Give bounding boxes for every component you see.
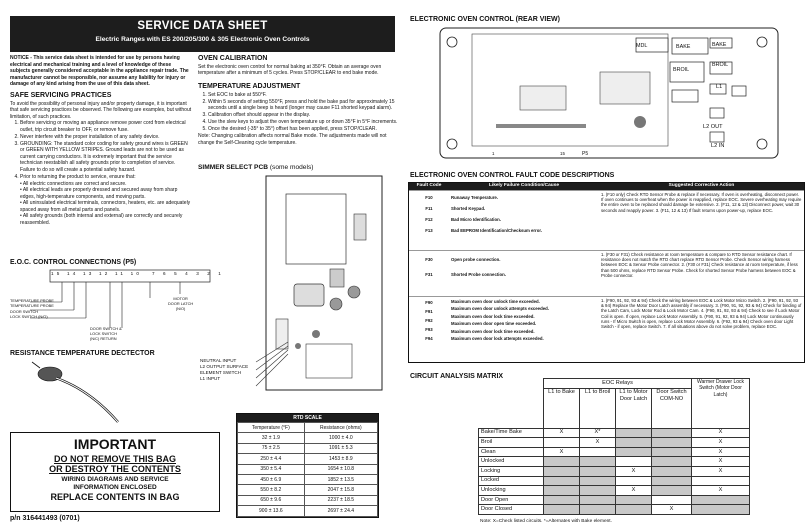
fault-cause: Runaway Temperature. (451, 194, 498, 200)
rtd-scale-table (236, 413, 379, 518)
door-switch-label: DOOR SWITCH (10, 308, 39, 314)
matrix-cell (692, 505, 750, 515)
column-header: Suggested Corrective Action (599, 183, 804, 190)
rtd-scale-grid (237, 422, 378, 517)
row-label: Unlocked (479, 457, 544, 467)
element-labels (200, 358, 248, 382)
matrix-group-row (479, 379, 750, 389)
list-item: 2. Never interfere with the proper installation of any safety device. (20, 134, 192, 141)
list-item: 4. Prior to returning the product to service, ensure that: (20, 174, 192, 181)
ohm-cell: 2237 ± 18.5 (304, 495, 377, 505)
pin-label: 6 (163, 271, 170, 276)
matrix-cell: X (692, 466, 750, 476)
lock-switch-label: LOCK SWITCH (N/O) (10, 313, 48, 319)
fault-cause: Shorted Probe connection. (451, 271, 506, 277)
fault-code: F92 (425, 317, 433, 323)
table-row (409, 250, 804, 296)
return-label: (N/C) RETURN (90, 336, 117, 342)
ohm-cell: 2697 ± 24.4 (304, 506, 377, 516)
eoc-pins-right (152, 271, 224, 277)
fault-codes-heading: ELECTRONIC OVEN CONTROL FAULT CODE DESCRIPTIONS (410, 172, 615, 179)
action-cell: 1. (F90, 91, 92, 93 & 94) Check the wiring between EOC & Lock Motor Micro Switch. 2. (F90, 91, 92, 93 & 94) Replace the Motor Door Latch assembly if necessary. 3. (F90, 91, 92, 93 & 94) Check for binding of the Latch Cam, Lock Motor Rod & Lock Motor Cam. 4. (F90, 91, 92, 93 & 94) Check to see if Lock Motor Coil is open. If open, replace Lock Motor Assembly. 5. (F90, 91, 92, 93 & 94) Lock Motor continuously runs - If Micro Switch is open, replace Lock Motor Assembly. 6. (F92, 93 & 94) Check oven door Light Switch - if open, replace Switch. 7. If all situations above do not solve problem, replace EOC. (599, 296, 804, 362)
important-line-5: REPLACE CONTENTS IN BAG (50, 492, 180, 503)
temp-cell: 350 ± 5.4 (238, 464, 305, 474)
table-row (238, 506, 378, 516)
bullet-item: • All safety grounds (both internal and external) are correctly and securely reassembled. (20, 213, 183, 226)
important-line-4: INFORMATION ENCLOSED (73, 484, 157, 492)
table-row (238, 454, 378, 464)
matrix-cell (616, 438, 652, 448)
table-row (479, 505, 750, 515)
matrix-cell: X (616, 466, 652, 476)
fault-code: F94 (425, 335, 433, 341)
fault-cause: Bad EEPROM Identification/Checksum error. (451, 228, 542, 234)
table-row (409, 296, 804, 362)
mdl-label: MDL (636, 43, 648, 49)
matrix-cell (652, 428, 692, 438)
matrix-cell: X (616, 486, 652, 496)
fault-code: F31 (425, 271, 433, 277)
matrix-cell: X (692, 447, 750, 457)
broil-label: BROIL (673, 67, 690, 73)
table-row (479, 486, 750, 496)
simmer-title: SIMMER SELECT PCB (198, 164, 268, 171)
matrix-cell: X (544, 447, 580, 457)
pin-label: 12 (99, 271, 111, 276)
l2-in-label: L2 IN (711, 143, 725, 149)
matrix-cell (616, 428, 652, 438)
fault-cause: Open probe connection. (451, 256, 501, 262)
ohm-cell: 1000 ± 4.0 (304, 433, 377, 443)
ohm-cell: 2047 ± 15.8 (304, 485, 377, 495)
matrix-cell (652, 457, 692, 467)
pin-label: 3 (196, 271, 203, 276)
column-header: Temperature (°F) (238, 423, 305, 433)
table-row (238, 464, 378, 474)
eoc-pins-left (51, 271, 142, 277)
eoc-motor-labels (168, 296, 193, 311)
table-row (238, 443, 378, 453)
row-label: Door Open (479, 495, 544, 505)
oven-calibration-text: Set the electronic oven control for normal baking at 350°F. Obtain an average oven temperature after a minimum of 5 cycles. Press STOP/CLEAR to end bake mode. (198, 63, 382, 77)
motor-label: MOTOR (173, 296, 188, 301)
matrix-cell: X (652, 505, 692, 515)
rear-view-heading: ELECTRONIC OVEN CONTROL (REAR VIEW) (410, 16, 560, 23)
p5-label: P5 (582, 151, 589, 157)
door-switch-label-2: DOOR SWITCH & (90, 326, 122, 331)
matrix-cell (544, 466, 580, 476)
table-row (238, 474, 378, 484)
matrix-cell (544, 486, 580, 496)
fault-code: F13 (425, 228, 433, 234)
fault-code-table (408, 182, 805, 363)
part-number: p/n 316441493 (0701) (10, 515, 80, 522)
door-latch-label: DOOR LATCH (168, 301, 194, 307)
safe-servicing-list (20, 120, 192, 180)
column-header: L1 to Motor Door Latch (616, 388, 652, 428)
matrix-cell: X (692, 457, 750, 467)
code-cell (409, 296, 449, 362)
fault-cause: Maximum oven door lock time exceeded. (451, 313, 535, 319)
group-header: EOC Relays (544, 379, 692, 389)
column-header: Door Switch COM-NO (652, 388, 692, 428)
matrix-cell (652, 466, 692, 476)
temperature-adjustment-section (198, 83, 398, 146)
pin-label: 14 (67, 271, 79, 276)
element-label: ELEMENT SWITCH (200, 369, 242, 375)
fault-cause: Shorted Keypad. (451, 205, 486, 211)
simmer-heading (198, 164, 313, 172)
matrix-cell (544, 505, 580, 515)
action-cell: 1. (F10 only) Check RTD Sensor Probe & replace if necessary. If oven is overheating, disconnect power. If oven continues to overheat when the power is reapplied, replace EOC. Severe overheating may require the entire oven to be replaced should damage be extensive. 2. (F11, 12 & 13) Disconnect power, wait 30 seconds and reapply power. 3. (F11, 12 & 13) If fault returns upon power-up, replace EOC. (599, 190, 804, 250)
fault-code: F11 (425, 205, 433, 211)
important-title: IMPORTANT (73, 436, 157, 452)
element-label: L2 OUTPUT SURFACE (200, 363, 249, 369)
matrix-cell (652, 447, 692, 457)
matrix-cell (616, 495, 652, 505)
fault-code: F12 (425, 216, 433, 222)
matrix-cell: X (692, 428, 750, 438)
rtd-detector-heading: RESISTANCE TEMPERATURE DECTECTOR (10, 350, 155, 357)
column-header: L1 to Broil (580, 388, 616, 428)
row-label: Unlocking (479, 486, 544, 496)
pin-label: 2 (207, 271, 214, 276)
matrix-cell (544, 495, 580, 505)
matrix-cell (652, 438, 692, 448)
bullet-item: • All electric connections are correct and secure. (20, 180, 127, 187)
column-header: Warmer Drawer Lock Switch (Motor Door Latch) (692, 379, 750, 429)
list-item: 3. GROUNDING: The standard color coding for safety ground wires is GREEN or GREEN WITH YELLOW STRIPES. Ground leads are not to be used as current carrying conductors. It is extremely important that the service technician reestablish all safety grounds prior to completion of service. Failure to do so will create a potential safety hazard. (20, 141, 192, 174)
matrix-cell (580, 505, 616, 515)
element-label: NEUTRAL INPUT (200, 358, 237, 363)
important-line-3: WIRING DIAGRAMS AND SERVICE (61, 476, 169, 484)
circuit-matrix-table (478, 378, 750, 515)
bake-label: BAKE (676, 44, 691, 50)
table-row (479, 447, 750, 457)
header-banner (10, 16, 395, 52)
temp-cell: 450 ± 6.9 (238, 474, 305, 484)
safe-servicing-bullets (20, 181, 192, 227)
table-header-row (238, 423, 378, 433)
table-row (479, 428, 750, 438)
fault-cause: Maximum oven door lock attempts exceeded. (451, 336, 544, 342)
list-item: 1. Before servicing or moving an appliance remove power cord from electrical outlet, trip circuit breaker to OFF, or remove fuse. (20, 120, 192, 133)
temperature-adjustment-heading: TEMPERATURE ADJUSTMENT (198, 83, 301, 90)
matrix-cell (544, 476, 580, 486)
pin-label: 13 (83, 271, 95, 276)
p5-pin-one: 1 (492, 151, 495, 156)
list-item: 1. Set EOC to bake at 550°F. (208, 92, 398, 99)
table-row (479, 466, 750, 476)
table-row (479, 438, 750, 448)
matrix-cell (616, 447, 652, 457)
temp-cell: 250 ± 4.4 (238, 454, 305, 464)
list-item: 3. Calibration offset should appear in the display. (208, 112, 398, 119)
notice-text: This service data sheet is intended for use by persons having electrical and mechanical training and a level of knowledge of these subjects generally considered acceptable in the appliance repair trade. The manufacturer cannot be responsible, nor assume any liability for injury or damage of any kind arising from the use of this data sheet. (10, 55, 189, 87)
matrix-cell (580, 486, 616, 496)
row-label: Locking (479, 466, 544, 476)
eoc-door-labels (90, 326, 122, 341)
table-row (238, 485, 378, 495)
matrix-cell (544, 457, 580, 467)
table-row (479, 495, 750, 505)
table-row (409, 190, 804, 250)
no-label: (N/O) (175, 306, 186, 312)
row-label: Broil (479, 438, 544, 448)
table-row (479, 457, 750, 467)
temp-cell: 32 ± 1.9 (238, 433, 305, 443)
rtd-scale-title: RTD SCALE (237, 414, 378, 422)
fault-cause: Bad Micro Identification. (451, 216, 501, 222)
matrix-cell (580, 476, 616, 486)
safe-servicing-section (10, 92, 192, 226)
matrix-cell: X (692, 486, 750, 496)
column-header: Fault Code (409, 183, 449, 190)
column-header: L1 to Bake (544, 388, 580, 428)
matrix-cell (652, 495, 692, 505)
rtd-probe-drawing (30, 360, 130, 428)
matrix-cell (544, 438, 580, 448)
pin-label: 11 (115, 271, 127, 276)
column-header: Likely Failure Condition/Cause (449, 183, 599, 190)
pin-label: 5 (174, 271, 181, 276)
matrix-cell (652, 486, 692, 496)
l2-out-label: L2 OUT (703, 124, 723, 130)
matrix-cell (580, 457, 616, 467)
element-label: L1 INPUT (200, 375, 221, 381)
pin-label: 7 (152, 271, 159, 276)
matrix-cell: X* (580, 428, 616, 438)
matrix-cell (616, 505, 652, 515)
row-label: Door Closed (479, 505, 544, 515)
temperature-adjustment-note: Note: Changing calibration affects normal Bake mode. The adjustments made will not change the Self-Cleaning cycle temperature. (198, 133, 387, 146)
eoc-connections-heading: E.O.C. CONTROL CONNECTIONS (P5) (10, 259, 137, 266)
code-cell (409, 250, 449, 296)
pin-label: 10 (130, 271, 143, 276)
cause-cell (449, 190, 599, 250)
temp-cell: 650 ± 9.6 (238, 495, 305, 505)
table-row (479, 476, 750, 486)
fault-code: F91 (425, 308, 433, 314)
fault-code: F30 (425, 256, 433, 262)
pin-label: 1 (218, 271, 225, 276)
action-cell: 1. (F30 or F31) Check resistance at room temperature & compare to RTD Sensor resistance chart. If resistance does not match the RTD chart replace RTD Sensor Probe. Check Sensor wiring harness between EOC & Sensor Probe connector. 2. (F30 or F31) Check resistance at room temperature, if less than 500 ohms, replace RTD Sensor Probe. Check for shorted Sensor Probe harness between EOC & Probe connector. (599, 250, 804, 296)
matrix-cell (580, 447, 616, 457)
notice (10, 55, 192, 88)
fault-cause: Maximum oven door unlock attempts exceeded. (451, 306, 549, 312)
oven-calibration-heading: OVEN CALIBRATION (198, 55, 268, 62)
oven-calibration-section (198, 55, 398, 77)
important-box (10, 432, 220, 512)
simmer-suffix: (some models) (269, 164, 314, 171)
bullet-item: • All electrical leads are properly dressed and secured away from sharp edges, high-temperature components, and moving parts. (20, 187, 178, 200)
matrix-cell: X (580, 438, 616, 448)
temp-cell: 900 ± 13.6 (238, 506, 305, 516)
temp-probe-label-2: TEMPERATURE PROBE (10, 303, 54, 309)
important-line-2: OR DESTROY THE CONTENTS (49, 463, 181, 474)
table-row (238, 433, 378, 443)
simmer-pcb-diagram (236, 174, 386, 394)
pin-label: 15 (51, 271, 63, 276)
lock-switch-label-2: LOCK SWITCH (90, 331, 118, 337)
row-label: Locked (479, 476, 544, 486)
fault-code: F90 (425, 299, 433, 305)
fault-cause: Maximum oven door lock time exceeded. (451, 328, 535, 334)
cause-cell (449, 250, 599, 296)
list-item: 5. Once the desired (-35° to 35°) offset has been applied, press STOP/CLEAR. (208, 126, 398, 133)
row-label: Bake/Time Bake (479, 428, 544, 438)
bake-label-2: BAKE (712, 42, 727, 48)
list-item: 4. Use the slew keys to adjust the oven temperature up or down 35°F in 5°F increments. (208, 119, 398, 126)
safe-servicing-intro: To avoid the possibility of personal injury and/or property damage, it is important that safe servicing practices be observed. The following are examples, but without limitation, of such practices. (10, 100, 192, 120)
row-label: Clean (479, 447, 544, 457)
matrix-cell (580, 466, 616, 476)
code-cell (409, 190, 449, 250)
fault-code: F10 (425, 194, 433, 200)
page-subtitle: Electric Ranges with ES 200/205/300 & 305 Electronic Oven Controls (95, 36, 310, 44)
matrix-cell (616, 476, 652, 486)
fault-cause: Maximum oven door unlock time exceeded. (451, 298, 540, 304)
matrix-cell: X (544, 428, 580, 438)
matrix-cell (580, 495, 616, 505)
p5-pin-end: 15 (560, 151, 565, 156)
matrix-cell: X (692, 438, 750, 448)
fault-code-grid (409, 183, 804, 362)
rear-view-diagram (410, 26, 806, 166)
bullet-item: • All uninsulated electrical terminals, connectors, heaters, etc. are adequately spaced away from all metal parts and panels. (20, 200, 191, 213)
fault-cause: Maximum oven door open time exceeded. (451, 321, 537, 327)
pin-label: 4 (185, 271, 192, 276)
table-row (238, 495, 378, 505)
matrix-cell (616, 457, 652, 467)
circuit-matrix-note: Note: X=Check listed circuits. *=Alternates with Bake element. (480, 519, 612, 524)
matrix-cell (652, 476, 692, 486)
temperature-adjustment-list (208, 92, 398, 133)
list-item: 2. Within 5 seconds of setting 550°F, press and hold the bake pad for approximately 15 seconds until a single beep is heard (longer may cause F11 shorted keypad alarm). (208, 99, 398, 112)
matrix-cell (692, 476, 750, 486)
circuit-matrix-heading: CIRCUIT ANALYSIS MATRIX (410, 373, 504, 380)
page-title: SERVICE DATA SHEET (137, 20, 268, 32)
l1-label: L1 (716, 84, 723, 90)
eoc-left-labels (10, 298, 54, 319)
ohm-cell: 1654 ± 10.8 (304, 464, 377, 474)
ohm-cell: 1852 ± 13.5 (304, 474, 377, 484)
broil-label-2: BROIL (712, 62, 729, 68)
fault-code: F93 (425, 326, 433, 332)
cause-cell (449, 296, 599, 362)
temp-probe-label: TEMPERATURE PROBE (10, 298, 54, 303)
table-header-row (409, 183, 804, 190)
ohm-cell: 1453 ± 8.9 (304, 454, 377, 464)
column-header: Resistance (ohms) (304, 423, 377, 433)
temp-cell: 75 ± 2.5 (238, 443, 305, 453)
matrix-cell (692, 495, 750, 505)
important-line-1: DO NOT REMOVE THIS BAG (53, 453, 176, 464)
temp-cell: 550 ± 8.2 (238, 485, 305, 495)
ohm-cell: 1091 ± 5.3 (304, 443, 377, 453)
safe-servicing-heading: SAFE SERVICING PRACTICES (10, 92, 112, 99)
notice-label: NOTICE - (10, 55, 32, 61)
